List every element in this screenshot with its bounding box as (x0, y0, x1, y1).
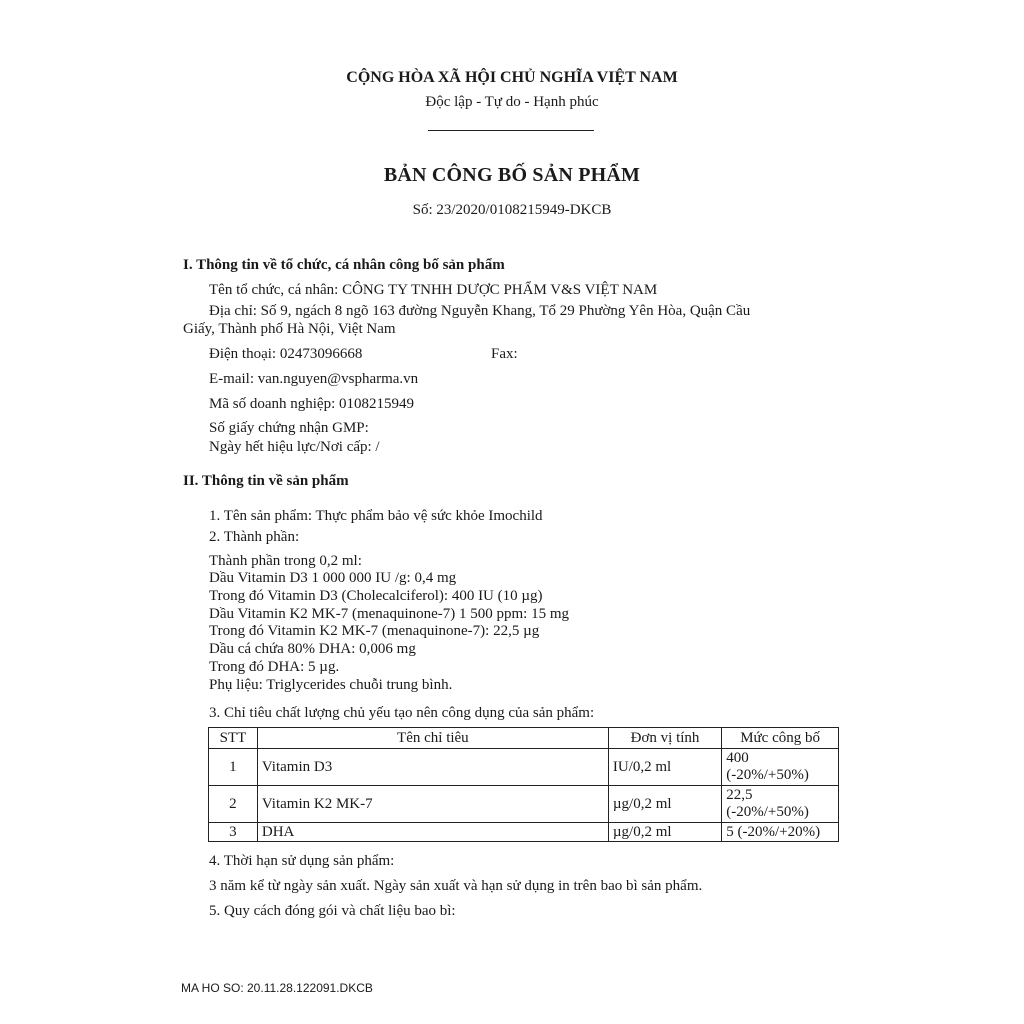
column-header: Đơn vị tính (608, 728, 721, 749)
declared-level-line: 22,5 (726, 787, 753, 803)
column-header: Mức công bố (722, 728, 839, 749)
row-number: 1 (209, 749, 258, 786)
declared-level-line: (-20%/+50%) (726, 804, 809, 820)
ingredient-line: Thành phần trong 0,2 ml: (209, 553, 362, 569)
ingredient-line: Dầu cá chứa 80% DHA: 0,006 mg (209, 641, 416, 657)
ingredient-line: Trong đó Vitamin K2 MK-7 (menaquinone-7): 22,5 µg (209, 623, 540, 639)
address-line-2: Giấy, Thành phố Hà Nội, Việt Nam (183, 321, 396, 337)
row-number: 3 (209, 823, 258, 842)
address-line-1: Địa chỉ: Số 9, ngách 8 ngõ 163 đường Nguyễn Khang, Tổ 29 Phường Yên Hòa, Quận Cầu (209, 303, 751, 319)
ingredient-line: Trong đó Vitamin D3 (Cholecalciferol): 400 IU (10 µg) (209, 588, 543, 604)
document-number: Số: 23/2020/0108215949-DKCB (412, 202, 612, 218)
shelf-life-heading: 4. Thời hạn sử dụng sản phẩm: (209, 853, 395, 869)
indicator-name: DHA (257, 823, 608, 842)
header-divider (428, 130, 594, 131)
declared-level: 5 (-20%/+20%) (722, 823, 839, 842)
ingredient-line: Dầu Vitamin D3 1 000 000 IU /g: 0,4 mg (209, 570, 457, 586)
section-2-heading: II. Thông tin về sản phẩm (183, 473, 349, 489)
row-number: 2 (209, 786, 258, 823)
table-header-row (209, 728, 839, 749)
table-row (209, 823, 839, 842)
fax: Fax: (491, 346, 518, 362)
unit: µg/0,2 ml (608, 786, 721, 823)
table-row (209, 749, 839, 786)
declared-level-line: 400 (726, 750, 749, 766)
expiry-issuer: Ngày hết hiệu lực/Nơi cấp: / (209, 439, 380, 455)
phone: Điện thoại: 02473096668 (209, 346, 363, 362)
section-1-heading: I. Thông tin về tổ chức, cá nhân công bố sản phẩm (183, 257, 505, 273)
column-header: Tên chỉ tiêu (257, 728, 608, 749)
quality-table (208, 727, 839, 842)
table-row (209, 786, 839, 823)
org-name: Tên tổ chức, cá nhân: CÔNG TY TNHH DƯỢC PHẨM V&S VIỆT NAM (209, 282, 658, 298)
ingredients-heading: 2. Thành phần: (209, 529, 300, 545)
product-name: 1. Tên sản phẩm: Thực phẩm bảo vệ sức khỏe Imochild (209, 508, 543, 524)
indicator-name: Vitamin K2 MK-7 (257, 786, 608, 823)
declared-level (722, 786, 839, 823)
unit: µg/0,2 ml (608, 823, 721, 842)
national-motto: Độc lập - Tự do - Hạnh phúc (425, 94, 599, 110)
gmp-certificate: Số giấy chứng nhận GMP: (209, 420, 369, 436)
unit: IU/0,2 ml (608, 749, 721, 786)
ingredient-line: Phụ liệu: Triglycerides chuỗi trung bình. (209, 677, 453, 693)
column-header: STT (209, 728, 258, 749)
country-header: CỘNG HÒA XÃ HỘI CHỦ NGHĨA VIỆT NAM (346, 69, 678, 86)
declared-level (722, 749, 839, 786)
business-code: Mã số doanh nghiệp: 0108215949 (209, 396, 414, 412)
ingredient-line: Dầu Vitamin K2 MK-7 (menaquinone-7) 1 500 ppm: 15 mg (209, 606, 570, 622)
indicator-name: Vitamin D3 (257, 749, 608, 786)
file-code: MA HO SO: 20.11.28.122091.DKCB (181, 981, 373, 995)
email: E-mail: van.nguyen@vspharma.vn (209, 371, 419, 387)
declared-level-line: (-20%/+50%) (726, 767, 809, 783)
shelf-life-text: 3 năm kể từ ngày sản xuất. Ngày sản xuất và hạn sử dụng in trên bao bì sản phẩm. (209, 878, 703, 894)
quality-heading: 3. Chỉ tiêu chất lượng chủ yếu tạo nên công dụng của sản phẩm: (209, 705, 595, 721)
document-title: BẢN CÔNG BỐ SẢN PHẨM (383, 164, 641, 186)
packaging-heading: 5. Quy cách đóng gói và chất liệu bao bì: (209, 903, 456, 919)
ingredient-line: Trong đó DHA: 5 µg. (209, 659, 340, 675)
